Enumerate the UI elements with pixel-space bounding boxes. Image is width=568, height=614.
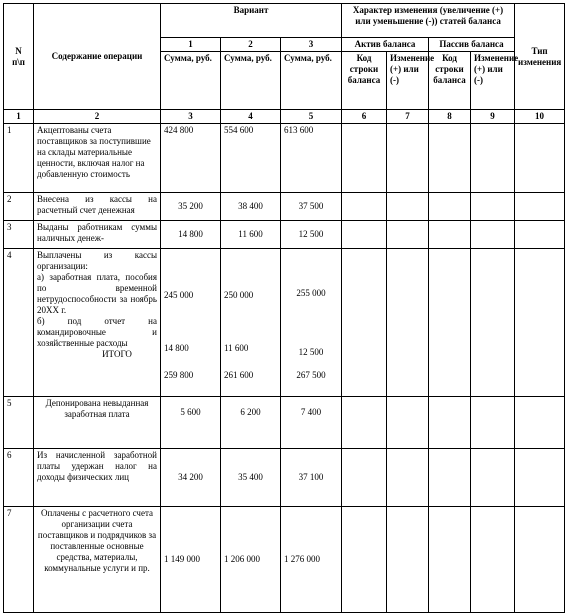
header-change: Характер изменения (увеличение (+) или уменьшение (-)) статей баланса	[342, 4, 515, 38]
sum-variant-3: 613 600	[281, 124, 342, 193]
row-number: 1	[4, 124, 34, 193]
operations-table	[3, 3, 565, 613]
colnum: 3	[161, 110, 221, 124]
row-number: 4	[4, 249, 34, 397]
sum-variant-2: 38 400	[221, 193, 281, 221]
cell	[387, 397, 429, 449]
sum-variant-1	[161, 249, 221, 397]
operation-text: Внесена из кассы на расчетный счет денежная	[34, 193, 161, 221]
cell	[342, 507, 387, 613]
sum-variant-2: 1 206 000	[221, 507, 281, 613]
sum-variant-2	[221, 249, 281, 397]
sum-a: 245 000	[164, 290, 194, 300]
sum-variant-1: 424 800	[161, 124, 221, 193]
cell	[471, 193, 515, 221]
header-sum-3: Сумма, руб.	[281, 52, 342, 110]
sum-variant-1: 1 149 000	[161, 507, 221, 613]
row-number: 2	[4, 193, 34, 221]
cell	[471, 124, 515, 193]
cell	[429, 221, 471, 249]
row-number: 7	[4, 507, 34, 613]
sum-b: 12 500	[298, 347, 324, 357]
header-liability-change: Изменение (+) или (-)	[471, 52, 515, 110]
row-number: 3	[4, 221, 34, 249]
header-variant: Вариант	[161, 4, 342, 38]
cell	[471, 249, 515, 397]
cell	[387, 221, 429, 249]
cell	[471, 507, 515, 613]
header-sum-2: Сумма, руб.	[221, 52, 281, 110]
column-number-row	[4, 110, 565, 124]
sum-variant-3: 37 500	[281, 193, 342, 221]
cell	[515, 397, 565, 449]
operation-intro: Выплачены из кассы организации:	[37, 250, 157, 271]
colnum: 7	[387, 110, 429, 124]
operation-item-a: а) заработная плата, пособия по временной нетрудоспособности за ноябрь 20ХХ г.	[37, 272, 157, 315]
sum-variant-3: 12 500	[281, 221, 342, 249]
cell	[342, 193, 387, 221]
header-content: Содержание операции	[34, 4, 161, 110]
cell	[515, 193, 565, 221]
cell	[471, 397, 515, 449]
sum-variant-2: 11 600	[221, 221, 281, 249]
table-row	[4, 249, 565, 397]
sum-variant-1: 14 800	[161, 221, 221, 249]
cell	[429, 449, 471, 507]
cell	[515, 221, 565, 249]
cell	[387, 193, 429, 221]
sum-variant-3: 37 100	[281, 449, 342, 507]
header-asset-code: Код строки баланса	[342, 52, 387, 110]
colnum: 6	[342, 110, 387, 124]
operation-text: Выданы работникам суммы наличных денеж-	[34, 221, 161, 249]
header-variant-2: 2	[221, 38, 281, 52]
cell	[342, 397, 387, 449]
sum-variant-2: 6 200	[221, 397, 281, 449]
cell	[429, 397, 471, 449]
header-asset-change: Изменение (+) или (-)	[387, 52, 429, 110]
cell	[515, 249, 565, 397]
sum-variant-3	[281, 249, 342, 397]
colnum: 1	[4, 110, 34, 124]
cell	[471, 449, 515, 507]
sum-variant-1: 5 600	[161, 397, 221, 449]
header-type: Тип изменения	[515, 4, 565, 110]
colnum: 5	[281, 110, 342, 124]
sum-variant-2: 35 400	[221, 449, 281, 507]
sum-variant-2: 554 600	[221, 124, 281, 193]
cell	[515, 507, 565, 613]
cell	[429, 193, 471, 221]
header-variant-1: 1	[161, 38, 221, 52]
sum-b: 14 800	[164, 343, 189, 353]
table-row	[4, 397, 565, 449]
colnum: 9	[471, 110, 515, 124]
cell	[515, 449, 565, 507]
cell	[429, 507, 471, 613]
sum-b: 11 600	[224, 343, 249, 353]
row-number: 5	[4, 397, 34, 449]
sum-variant-3: 1 276 000	[281, 507, 342, 613]
sum-variant-3: 7 400	[281, 397, 342, 449]
cell	[342, 249, 387, 397]
operation-item-b: б) под отчет на командировочные и хозяйственные расходы	[37, 316, 157, 348]
cell	[429, 124, 471, 193]
cell	[387, 124, 429, 193]
colnum: 2	[34, 110, 161, 124]
sum-total: 259 800	[164, 370, 194, 380]
table-row	[4, 507, 565, 613]
sum-a: 255 000	[296, 288, 326, 298]
sum-total: 261 600	[224, 370, 254, 380]
operation-text: Депонирована невыданная заработная плата	[34, 397, 161, 449]
operation-text	[34, 249, 161, 397]
header-variant-3: 3	[281, 38, 342, 52]
sum-a: 250 000	[224, 290, 254, 300]
table-row	[4, 449, 565, 507]
cell	[471, 221, 515, 249]
cell	[342, 124, 387, 193]
header-asset: Актив баланса	[342, 38, 429, 52]
cell	[387, 507, 429, 613]
header-number: N п\п	[4, 4, 34, 110]
colnum: 8	[429, 110, 471, 124]
colnum: 4	[221, 110, 281, 124]
cell	[342, 449, 387, 507]
operation-text: Оплачены с расчетного счета организации счета поставщиков и подрядчиков за поставленные основные средства, материалы, коммунальные услуги и пр.	[34, 507, 161, 613]
sum-variant-1: 34 200	[161, 449, 221, 507]
cell	[342, 221, 387, 249]
sum-total: 267 500	[296, 370, 326, 380]
row-number: 6	[4, 449, 34, 507]
operation-text: Из начисленной заработной платы удержан налог на доходы физических лиц	[34, 449, 161, 507]
sum-variant-1: 35 200	[161, 193, 221, 221]
colnum: 10	[515, 110, 565, 124]
cell	[387, 449, 429, 507]
cell	[387, 249, 429, 397]
header-sum-1: Сумма, руб.	[161, 52, 221, 110]
table-row	[4, 193, 565, 221]
header-liability-code: Код строки баланса	[429, 52, 471, 110]
operation-text: Акцептованы счета поставщиков за поступившие на склады материальные ценности, включая налог на добавленную стоимость	[34, 124, 161, 193]
table-row	[4, 221, 565, 249]
cell	[515, 124, 565, 193]
table-row	[4, 124, 565, 193]
operation-total-label: ИТОГО	[102, 349, 132, 359]
cell	[429, 249, 471, 397]
header-liability: Пассив баланса	[429, 38, 515, 52]
